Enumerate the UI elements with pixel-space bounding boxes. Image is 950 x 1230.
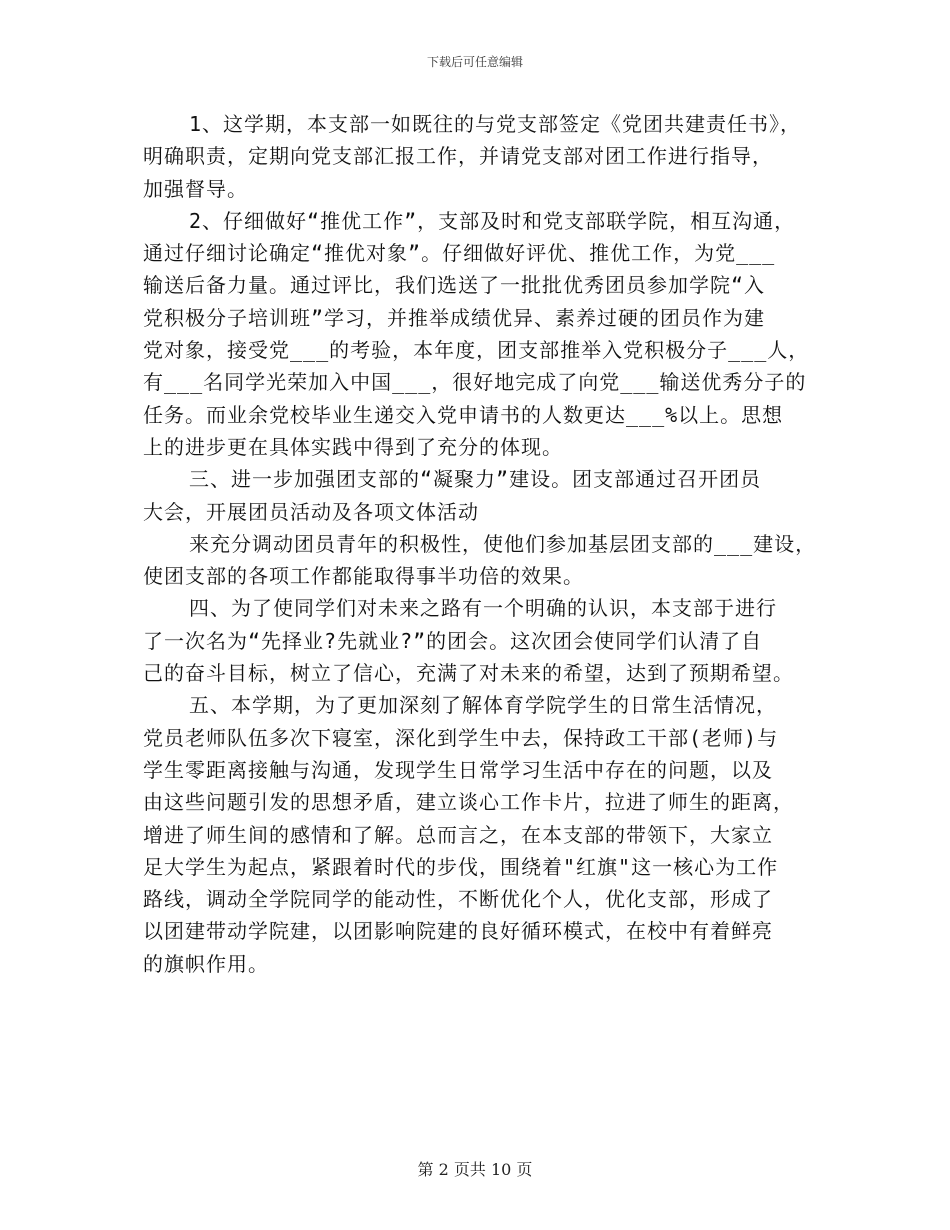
paragraph-line: 输送后备力量。通过评比，我们选送了一批批优秀团员参加学院“入: [143, 273, 766, 298]
paragraph-line: 以团建带动学院建，以团影响院建的良好循环模式，在校中有着鲜亮: [143, 919, 773, 944]
paragraph-line: 党积极分子培训班”学习，并推举成绩优异、素养过硬的团员作为建: [143, 305, 766, 330]
paragraph-line: 通过仔细讨论确定“推优对象”。仔细做好评优、推优工作，为党___: [143, 241, 776, 266]
paragraph-line: 加强督导。: [143, 176, 248, 201]
paragraph-line: 党员老师队伍多次下寝室，深化到学生中去，保持政工干部(老师)与: [143, 725, 779, 750]
paragraph-line: 了一次名为“先择业?先就业?”的团会。这次团会使同学们认清了自: [143, 628, 763, 653]
paragraph-line: 明确职责，定期向党支部汇报工作，并请党支部对团工作进行指导，: [143, 144, 773, 169]
paragraph-line: 上的进步更在具体实践中得到了充分的体现。: [143, 434, 563, 459]
paragraph-line: 四、为了使同学们对未来之路有一个明确的认识，本支部于进行: [189, 596, 777, 621]
paragraph-line: 1、这学期，本支部一如既往的与党支部签定《党团共建责任书》，: [189, 112, 802, 136]
paragraph-line: 足大学生为起点，紧跟着时代的步伐，围绕着"红旗"这一核心为工作: [143, 854, 779, 879]
paragraph-line: 使团支部的各项工作都能取得事半功倍的效果。: [143, 564, 584, 589]
page-footer: 第 2 页共 10 页: [417, 1160, 533, 1179]
paragraph-line: 学生零距离接触与沟通，发现学生日常学习生活中存在的问题，以及: [143, 757, 773, 782]
paragraph-line: 的旗帜作用。: [143, 951, 269, 976]
paragraph-line: 由这些问题引发的思想矛盾，建立谈心工作卡片，拉进了师生的距离，: [143, 790, 794, 815]
paragraph-line: 有___名同学光荣加入中国___，很好地完成了向党___输送优秀分子的: [143, 370, 807, 395]
paragraph-line: 2、仔细做好“推优工作”，支部及时和党支部联学院，相互沟通，: [189, 208, 796, 233]
paragraph-line: 三、进一步加强团支部的“凝聚力”建设。团支部通过召开团员: [189, 467, 762, 492]
paragraph-line: 来充分调动团员青年的积极性，使他们参加基层团支部的___建设，: [189, 531, 817, 556]
paragraph-line: 路线，调动全学院同学的能动性，不断优化个人，优化支部，形成了: [143, 887, 773, 912]
document-body: [143, 108, 815, 980]
paragraph-line: 五、本学期，为了更加深刻了解体育学院学生的日常生活情况，: [189, 693, 777, 718]
paragraph-line: 大会，开展团员活动及各项文体活动: [143, 499, 479, 524]
paragraph-line: 任务。而业余党校毕业生递交入党申请书的人数更达___%以上。思想: [143, 402, 784, 427]
paragraph-line: 增进了师生间的感情和了解。总而言之，在本支部的带领下，大家立: [143, 822, 773, 847]
page-header: 下载后可任意编辑: [426, 55, 523, 69]
paragraph-line: 党对象，接受党___的考验，本年度，团支部推举入党积极分子___人，: [143, 338, 810, 363]
paragraph-line: 己的奋斗目标，树立了信心，充满了对未来的希望，达到了预期希望。: [143, 661, 794, 686]
